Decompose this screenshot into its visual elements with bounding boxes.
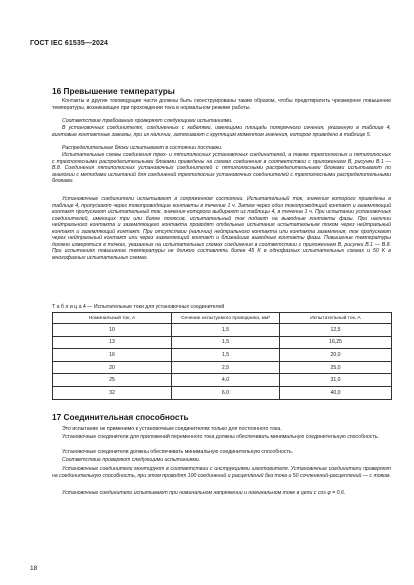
section-17-paragraph: Соответствие проверяют следующими испытаниями. [62,457,201,463]
section-17-paragraph: Это испытание не применимо к установочным соединителям только для постоянного тока. [62,426,282,432]
page-number: 18 [30,565,38,572]
table-cell-test-current: 12,5 [280,324,392,337]
table-cell-rated-current: 20 [53,361,172,374]
table-row [53,386,392,399]
section-16-paragraph: Контакты и другие токоведущие части должны быть сконструированы таким образом, чтобы предотвратить чрезмерное повышение температуры, возникающее при прохождении тока в нормальном режиме работы. [52,98,391,111]
section-16-paragraph: Соответствие требованию проверяют следующими испытаниями. [62,118,233,124]
section-17-paragraph: Установочные соединители должны обеспечивать минимальную соединительную способность. [62,449,294,455]
section-16-paragraph: Испытательные схемы соединения трех- и пятиполюсных установочных соединителей, а также трехполюсных и пятиполюсных с трехполюсными распределительными блоками приведены на схемах соединения в соответствии с приложением B, рисунки B.1 — B.8. Соединения пятиполюсных установочных соединителей с пятиполюсными распределительными блоками испытывают по аналогии с методами испытаний для соединений трехполюсных установочных соединителей с трехполюсными распределительными блоками. [52,152,391,185]
section-16-title: 16 Превышение температуры [52,86,175,96]
section-17-paragraph: Установочные соединители для приложений переменного тока должны обеспечивать минимальную соединительную способность. [62,434,379,440]
table-row [53,361,392,374]
section-16-paragraph: Установочные соединители испытывают в сопряженном состоянии. Испытательный ток, значения которого приведены в таблице 4, пропускают через токопроводящие контакты в течение 1 ч. Затем через один токопроводящий контакт и заземляющий контакт пропускают испытательный ток, значения которого выбирают из таблицы 4, в течение 1 ч. При испытании установочных соединителей, имеющих три или более полюсов, испытательный ток подают на выводные контакты фазы. При наличии нейтрального контакта и заземляющего контакта проводят отдельные испытания испытательным током через нейтральный контакт и заземляющий контакт. При отсутствии (наличии) нейтрального контакта или контакта заземления, ток пропускают через нейтральный контакт или через заземляющий контакт и ближайшие выводные контакты фазы. Повышение температуры должно измеряться в точках, указанных на испытательных схемах соединения в соответствии с приложением B, рисунки B.1 — B.8. При испытаниях повышение температуры не должно составлять более 45 K в однофазных испытательных схемах и 50 K в многофазных испытательных схемах. [52,196,391,261]
column-header-test-current: Испытательный ток, А [280,313,392,324]
table-cell-test-current: 31,0 [280,374,392,387]
table-cell-test-current: 20,0 [280,349,392,362]
table-cell-test-current: 16,25 [280,336,392,349]
table-cell-test-current: 40,0 [280,386,392,399]
section-17-paragraph: Установочные соединители испытывают при номинальном напряжении и номинальном токе в цепи с cos φ = 0,6. [62,490,346,496]
table-4-caption-text: — Испытательные токи для установочных соединителей [85,304,225,310]
table-cell-rated-current: 32 [53,386,172,399]
table-cell-rated-current: 13 [53,336,172,349]
table-cell-conductor-section: 1,5 [172,349,280,362]
test-currents-table [52,312,392,400]
column-header-rated-current: Номинальный ток, А [53,313,172,324]
table-cell-rated-current: 10 [53,324,172,337]
table-cell-conductor-section: 1,5 [172,324,280,337]
table-cell-rated-current: 25 [53,374,172,387]
table-row [53,324,392,337]
section-17-title: 17 Соединительная способность [52,412,189,422]
table-4-caption [52,304,224,310]
table-cell-conductor-section: 4,0 [172,374,280,387]
table-header-row [53,313,392,324]
table-row [53,374,392,387]
table-row [53,336,392,349]
section-17-paragraph: Установочные соединители монтируют в соответствии с инструкциями изготовителя. Установочные соединители проверяют на соединительную способность, при этом проводят 100 соединений и расцеплений без тока и 50 сочленений-расцеплений — с током. [52,466,391,479]
section-16-paragraph: В установочных соединителях, соединенных с кабелями, имеющими площадь поперечного сечения, указанную в таблице 4, винтовые контактные зажимы, при их наличии, затягивают с крутящим моментом значения, которое приведено в таблице 5. [52,125,391,138]
table-row [53,349,392,362]
table-4-caption-label: Т а б л и ц а 4 [52,304,86,310]
section-16-paragraph: Распределительные блоки испытывают в состоянии поставки. [62,145,223,151]
table-cell-conductor-section: 6,0 [172,386,280,399]
table-cell-conductor-section: 2,5 [172,361,280,374]
table-cell-test-current: 25,0 [280,361,392,374]
column-header-conductor-section: Сечение испытуемого проводника, мм² [172,313,280,324]
table-cell-conductor-section: 1,5 [172,336,280,349]
table-cell-rated-current: 16 [53,349,172,362]
document-code-header: ГОСТ IEC 61535—2024 [30,40,108,47]
